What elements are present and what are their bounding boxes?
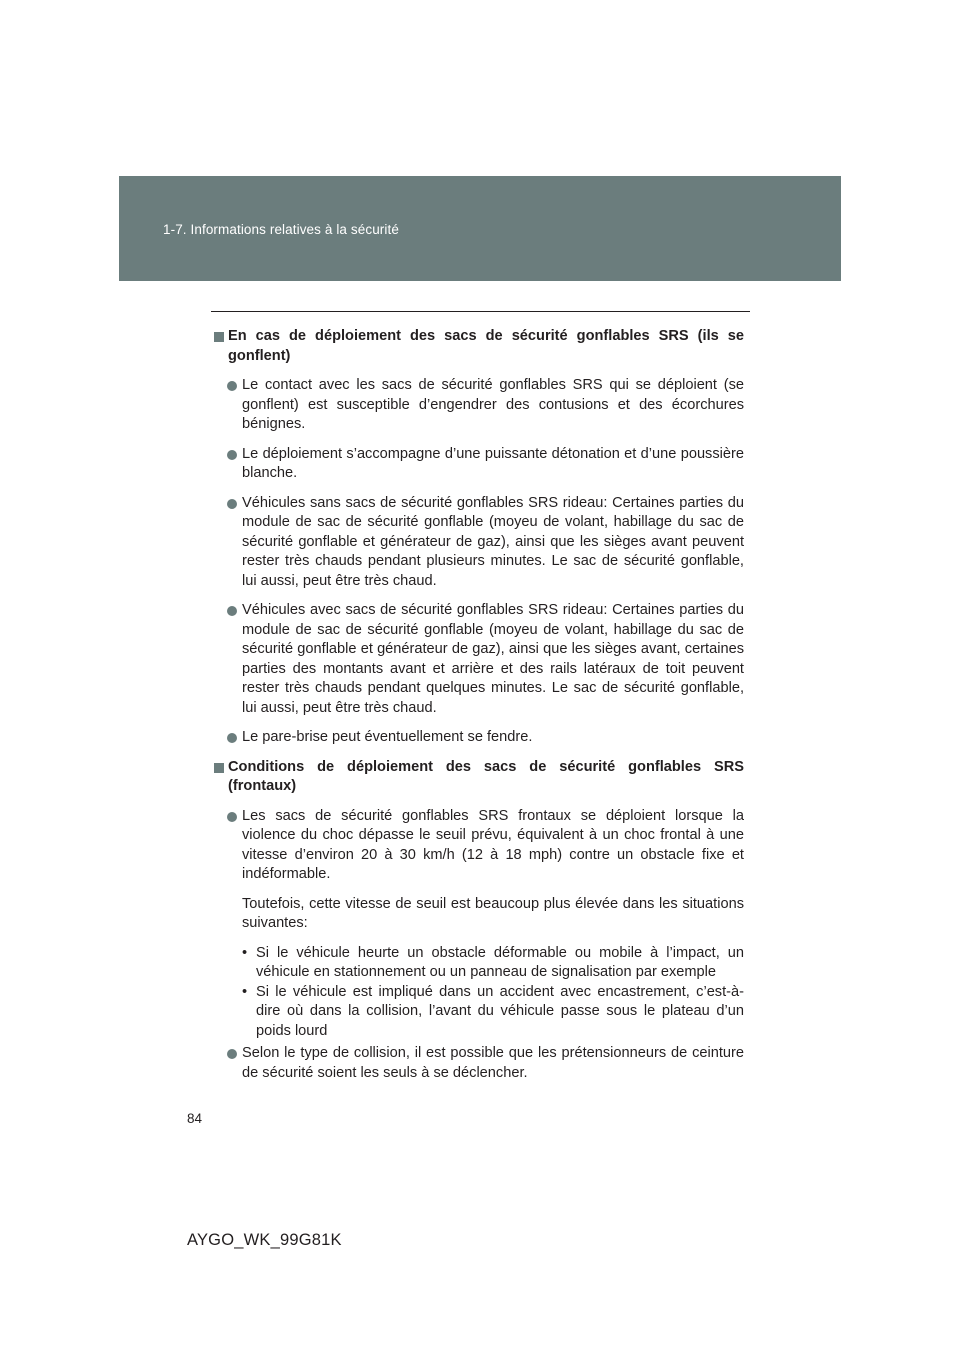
item-text: Le pare-brise peut éventuellement se fendre. (242, 729, 533, 745)
item-text: Le contact avec les sacs de sécurité gonflables SRS qui se déploient (se gonflent) est susceptible d’engendrer des contusions et des écorchures bénignes. (242, 377, 744, 432)
item-text: Le déploiement s’accompagne d’une puissante détonation et d’une poussière blanche. (242, 445, 744, 481)
item-text: Les sacs de sécurité gonflables SRS frontaux se déploient lorsque la violence du choc dépasse le seuil prévu, équivalent à un choc frontal à une vitesse d’environ 20 à 30 km/h (12 à 18 mph) contre un obstacle fixe et indéformable. (242, 807, 744, 882)
circle-bullet-icon (227, 606, 237, 616)
list-item (214, 1044, 744, 1083)
section-heading (214, 758, 744, 797)
item-text: Véhicules avec sacs de sécurité gonflables SRS rideau: Certaines parties du module de sac de sécurité gonflable (moyeu de volant, habillage du sac de sécurité gonflable et générateur de gaz), ainsi que les sièges avant, certaines parties des montants avant et arrière et des rails latéraux de toit peuvent rester très chauds pendant quelques minutes. Le sac de sécurité gonflable, lui aussi, peut être très chaud. (242, 602, 744, 716)
small-bullet-icon: • (242, 983, 248, 1000)
circle-bullet-icon (227, 381, 237, 391)
circle-bullet-icon (227, 499, 237, 509)
divider (211, 311, 750, 312)
list-item (214, 376, 744, 435)
paragraph: Toutefois, cette vitesse de seuil est beaucoup plus élevée dans les situations suivantes: (242, 895, 744, 931)
list-item (214, 728, 744, 748)
sub-item-text: Si le véhicule heurte un obstacle déformable ou mobile à l’impact, un véhicule en stationnement ou un panneau de signalisation par exemple (256, 944, 744, 980)
sub-item-text: Si le véhicule est impliqué dans un accident avec encastrement, c’est-à-dire où dans la collision, l’avant du véhicule passe sous le plateau d’un poids lourd (256, 983, 744, 1039)
list-item (214, 807, 744, 885)
page-content (214, 327, 744, 1093)
item-text: Véhicules sans sacs de sécurité gonflables SRS rideau: Certaines parties du module de sac de sécurité gonflable (moyeu de volant, habillage du sac de sécurité gonflable et générateur de gaz), ainsi que les sièges avant peuvent rester très chauds pendant plusieurs minutes. Le sac de sécurité gonflable, lui aussi, peut être très chaud. (242, 494, 744, 589)
circle-bullet-icon (227, 733, 237, 743)
sub-list-item (214, 944, 744, 983)
item-text: Selon le type de collision, il est possible que les prétensionneurs de ceinture de sécurité soient les seuls à se déclencher. (242, 1045, 744, 1081)
small-bullet-icon: • (242, 944, 248, 961)
document-code: AYGO_WK_99G81K (187, 1231, 342, 1249)
circle-bullet-icon (227, 1049, 237, 1059)
list-item (214, 601, 744, 718)
section-title: 1-7. Informations relatives à la sécurité (163, 222, 399, 237)
circle-bullet-icon (227, 450, 237, 460)
heading-text: En cas de déploiement des sacs de sécurité gonflables SRS (ils se gonflent) (228, 328, 744, 364)
sub-list-item (214, 983, 744, 1042)
header-band (119, 176, 841, 281)
heading-text: Conditions de déploiement des sacs de sécurité gonflables SRS (frontaux) (228, 758, 744, 794)
page-number: 84 (187, 1111, 203, 1126)
circle-bullet-icon (227, 812, 237, 822)
list-item (214, 494, 744, 592)
square-bullet-icon (214, 332, 224, 342)
section-heading (214, 327, 744, 366)
square-bullet-icon (214, 763, 224, 773)
list-item (214, 445, 744, 484)
